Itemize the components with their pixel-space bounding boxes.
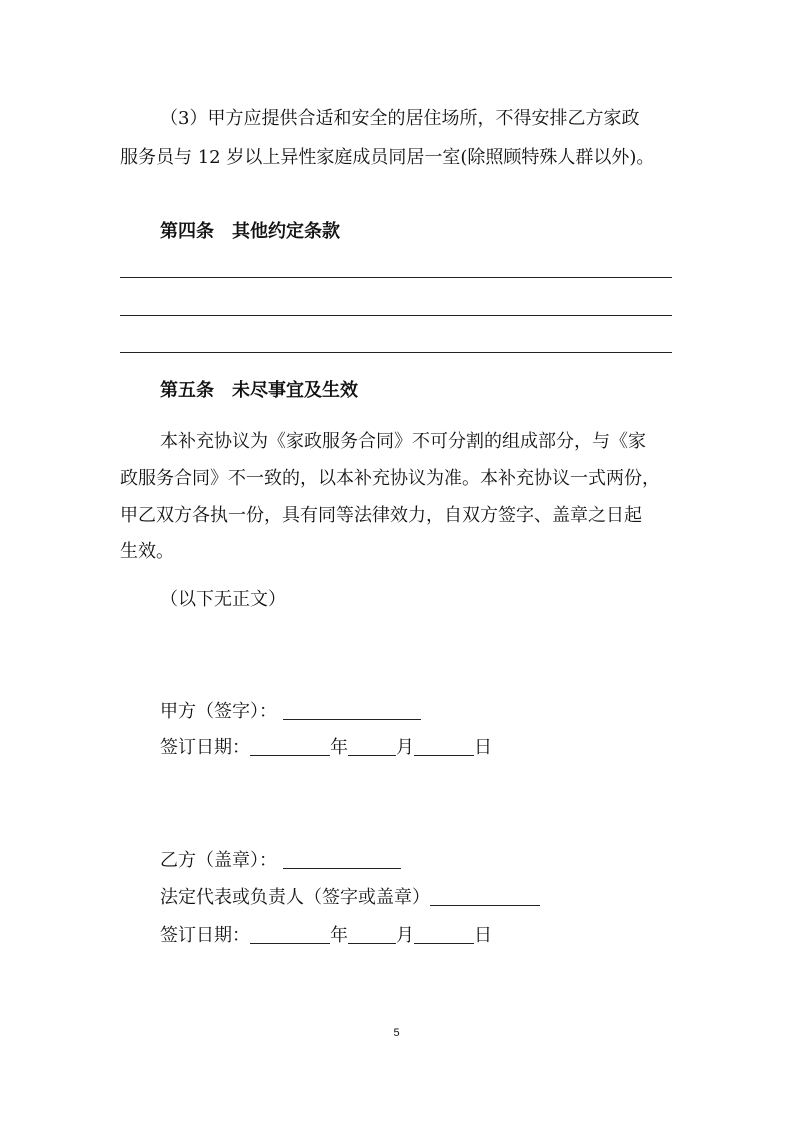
day-blank[interactable]	[414, 925, 474, 944]
year-blank[interactable]	[250, 737, 330, 756]
article-4-heading: 第四条 其他约定条款	[160, 221, 340, 242]
party-b-label: 乙方（盖章）：	[160, 850, 277, 871]
month-blank[interactable]	[348, 925, 396, 944]
day-label: 日	[474, 925, 492, 946]
month-label: 月	[396, 925, 414, 946]
party-b-date-row	[160, 924, 492, 948]
party-a-label: 甲方（签字）：	[160, 701, 277, 722]
clause-3-line-1: （3）甲方应提供合适和安全的居住场所，不得安排乙方家政	[160, 108, 640, 129]
fill-line	[120, 352, 672, 353]
clause-3-line-2: 服务员与 12 岁以上异性家庭成员同居一室(除照顾特殊人群以外)。	[120, 147, 655, 168]
article-5-line: 政服务合同》不一致的，以本补充协议为准。本补充协议一式两份，	[120, 468, 660, 489]
year-blank[interactable]	[250, 925, 330, 944]
party-a-signature-blank[interactable]	[283, 701, 421, 720]
party-a-date-row	[160, 736, 492, 760]
end-note: （以下无正文）	[160, 589, 286, 610]
party-b-seal-row	[160, 849, 401, 873]
article-5-line: 生效。	[120, 541, 174, 562]
article-5-heading: 第五条 未尽事宜及生效	[160, 380, 358, 401]
day-label: 日	[474, 737, 492, 758]
representative-blank[interactable]	[430, 887, 540, 906]
date-label: 签订日期：	[160, 925, 250, 946]
representative-label: 法定代表或负责人（签字或盖章）	[160, 887, 430, 908]
party-a-signature-row	[160, 700, 421, 724]
day-blank[interactable]	[414, 737, 474, 756]
fill-line	[120, 277, 672, 278]
date-label: 签订日期：	[160, 737, 250, 758]
year-label: 年	[330, 925, 348, 946]
year-label: 年	[330, 737, 348, 758]
fill-line	[120, 315, 672, 316]
page-number: 5	[393, 1027, 400, 1039]
month-blank[interactable]	[348, 737, 396, 756]
month-label: 月	[396, 737, 414, 758]
article-5-line: 甲乙双方各执一份，具有同等法律效力，自双方签字、盖章之日起	[120, 505, 642, 526]
article-5-line: 本补充协议为《家政服务合同》不可分割的组成部分，与《家	[160, 431, 646, 452]
party-b-representative-row	[160, 886, 540, 910]
party-b-seal-blank[interactable]	[283, 850, 401, 869]
